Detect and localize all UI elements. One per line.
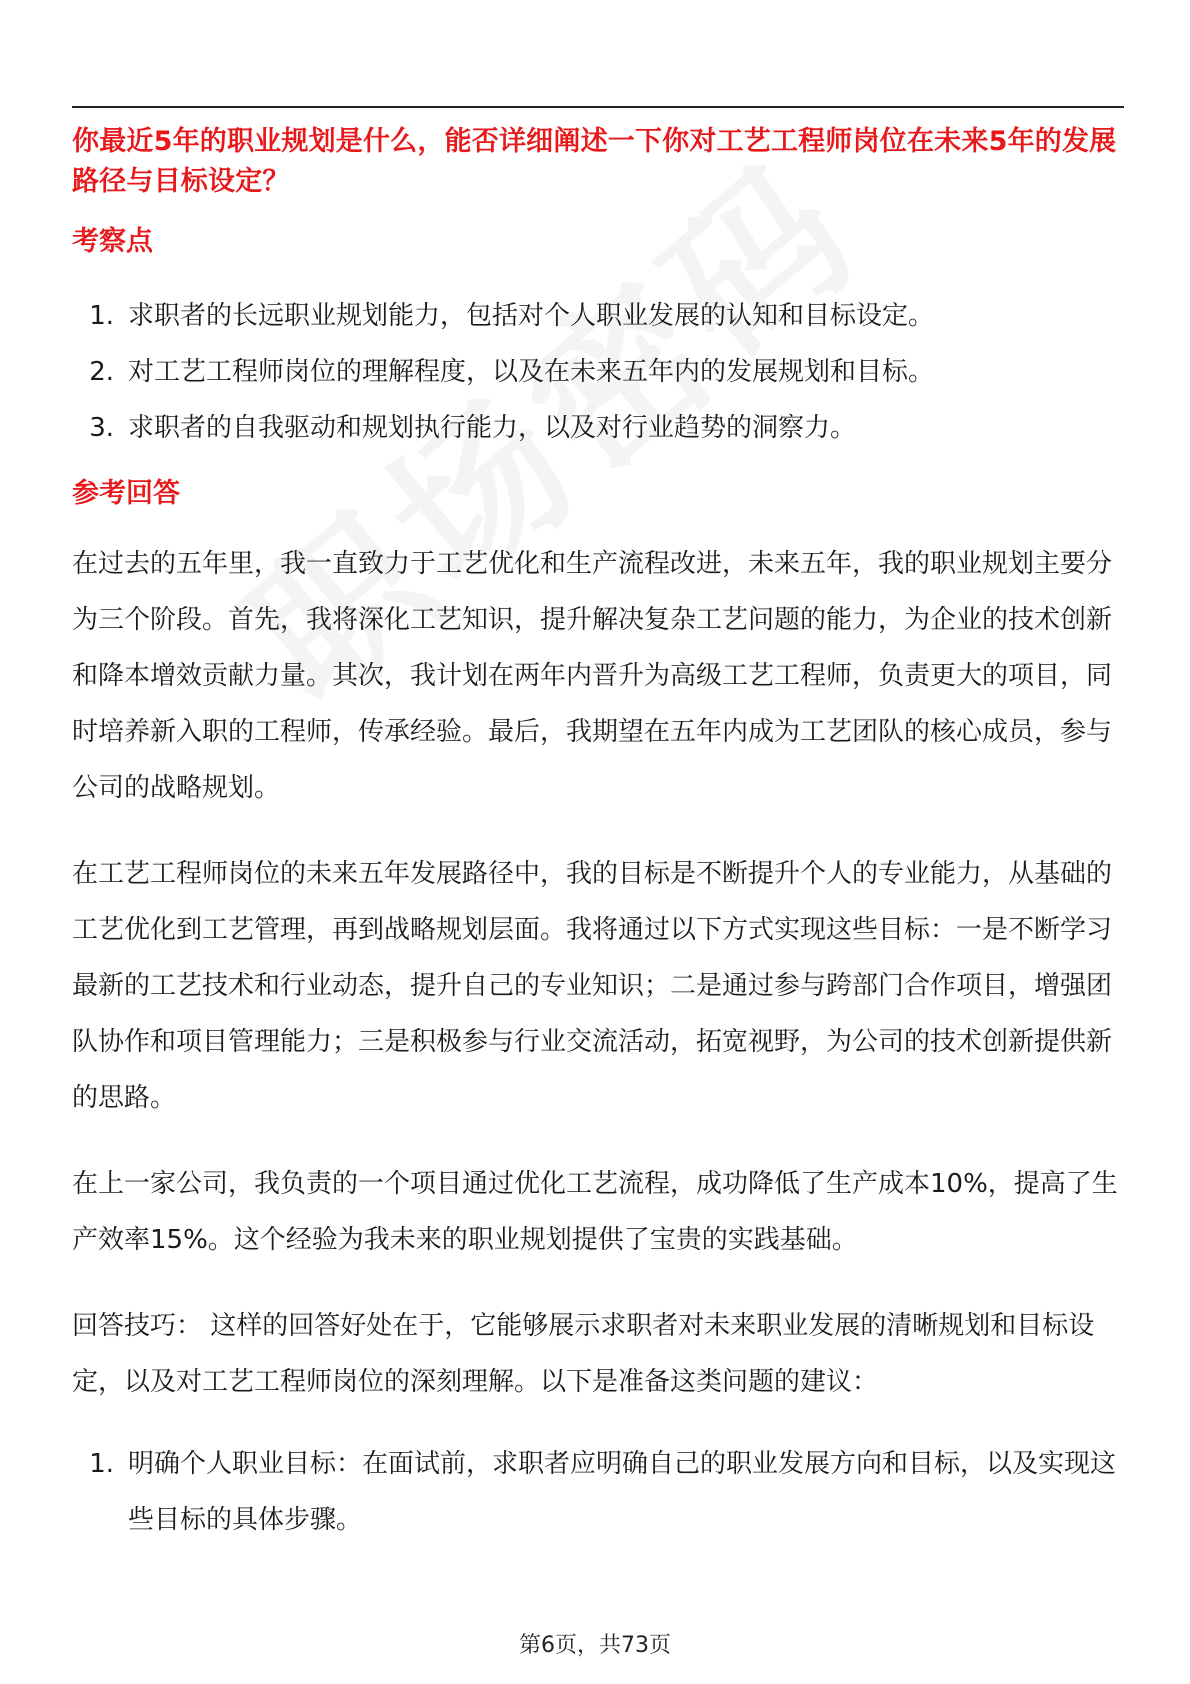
tips-list — [72, 1436, 1124, 1548]
section-title-answer: 参考回答 — [72, 478, 180, 509]
page-number: 第6页，共73页 — [519, 1633, 671, 1658]
answer-paragraph: 在工艺工程师岗位的未来五年发展路径中，我的目标是不断提升个人的专业能力，从基础的工艺优化到工艺管理，再到战略规划层面。我将通过以下方式实现这些目标：一是不断学习最新的工艺技术和行业动态，提升自己的专业知识；二是通过参与跨部门合作项目，增强团队协作和项目管理能力；三是积极参与行业交流活动，拓宽视野，为公司的技术创新提供新的思路。 — [72, 859, 1113, 1113]
list-item: 2. 对工艺工程师岗位的理解程度，以及在未来五年内的发展规划和目标。 — [89, 357, 935, 387]
section-title-points: 考察点 — [72, 226, 153, 257]
points-list — [72, 288, 1124, 456]
document-body — [72, 122, 1124, 1548]
list-item: 3. 求职者的自我驱动和规划执行能力，以及对行业趋势的洞察力。 — [89, 413, 857, 443]
tips-paragraph: 回答技巧： 这样的回答好处在于，它能够展示求职者对未来职业发展的清晰规划和目标设定，以及对工艺工程师岗位的深刻理解。以下是准备这类问题的建议： — [72, 1311, 1095, 1397]
answer-paragraph: 在上一家公司，我负责的一个项目通过优化工艺流程，成功降低了生产成本10%，提高了生产效率15%。这个经验为我未来的职业规划提供了宝贵的实践基础。 — [72, 1169, 1118, 1255]
question-heading: 你最近5年的职业规划是什么，能否详细阐述一下你对工艺工程师岗位在未来5年的发展路径与目标设定？ — [72, 126, 1117, 197]
list-item: 1. 明确个人职业目标：在面试前，求职者应明确自己的职业发展方向和目标，以及实现这些目标的具体步骤。 — [89, 1449, 1117, 1535]
list-item: 1. 求职者的长远职业规划能力，包括对个人职业发展的认知和目标设定。 — [89, 301, 935, 331]
answer-paragraph: 在过去的五年里，我一直致力于工艺优化和生产流程改进，未来五年，我的职业规划主要分为三个阶段。首先，我将深化工艺知识，提升解决复杂工艺问题的能力，为企业的技术创新和降本增效贡献力量。其次，我计划在两年内晋升为高级工艺工程师，负责更大的项目，同时培养新入职的工程师，传承经验。最后，我期望在五年内成为工艺团队的核心成员，参与公司的战略规划。 — [72, 549, 1113, 803]
header-rule — [72, 106, 1124, 108]
